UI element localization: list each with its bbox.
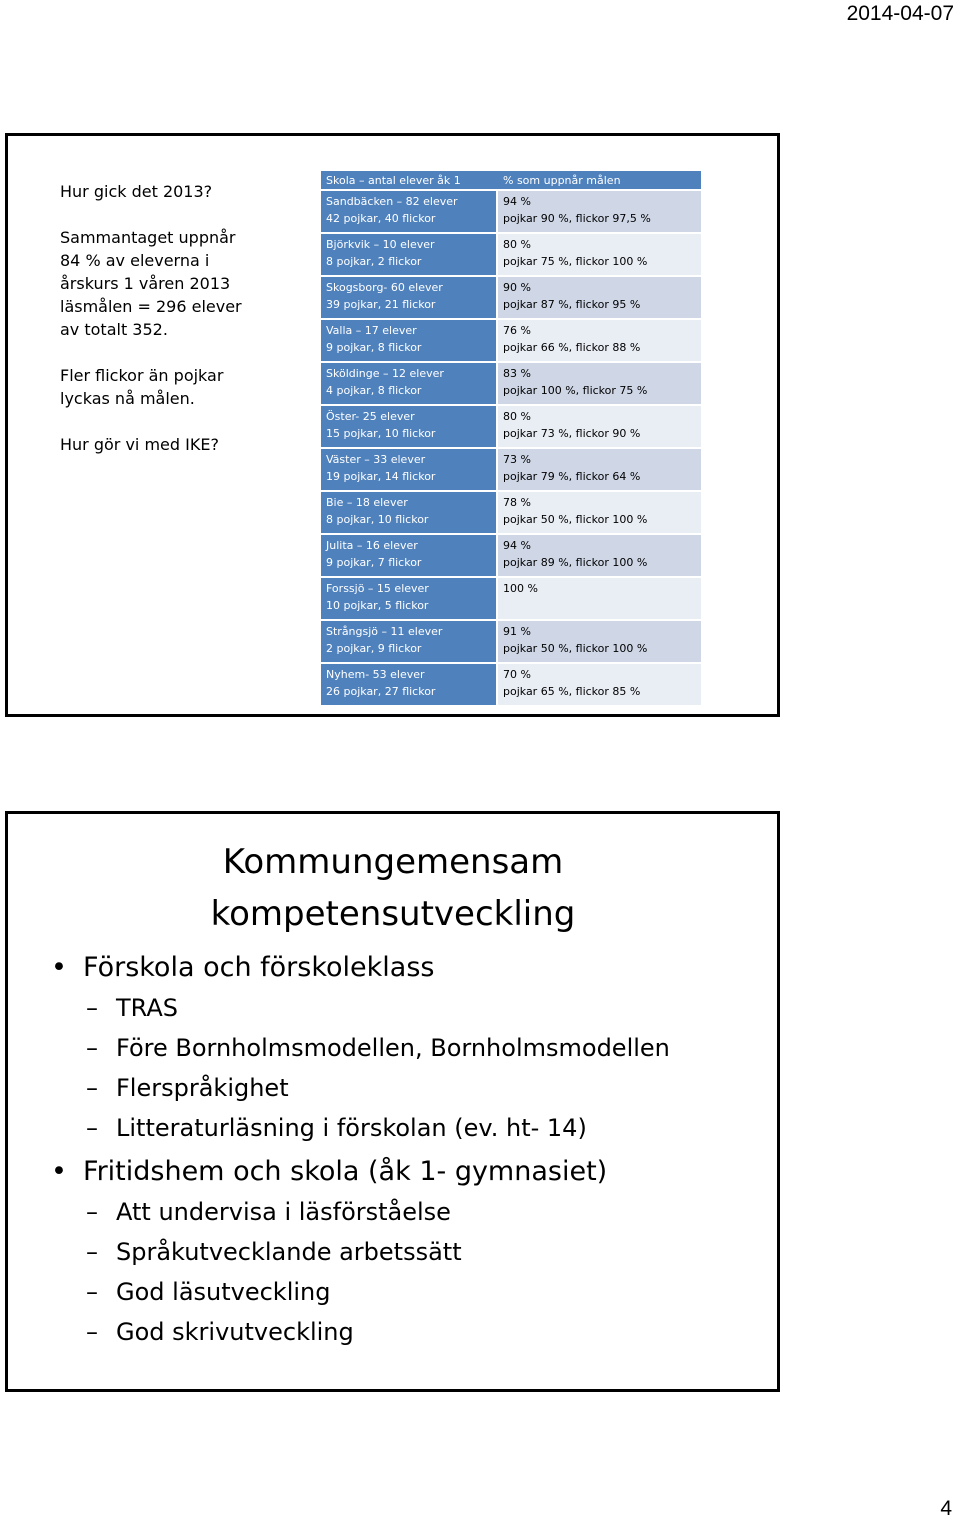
percent-breakdown: pojkar 65 %, flickor 85 % [503, 685, 641, 698]
percent-total: 76 % [503, 324, 531, 337]
school-breakdown: 26 pojkar, 27 flickor [326, 685, 436, 698]
percent-cell [498, 535, 701, 578]
page-number: 4 [940, 1497, 952, 1520]
table-row [321, 277, 701, 320]
school-cell [321, 363, 498, 406]
school-breakdown: 19 pojkar, 14 flickor [326, 470, 436, 483]
school-cell [321, 535, 498, 578]
table-row [321, 449, 701, 492]
percent-total: 90 % [503, 281, 531, 294]
school-cell [321, 449, 498, 492]
table-row [321, 320, 701, 363]
percent-cell [498, 406, 701, 449]
table-row [321, 578, 701, 621]
percent-total: 83 % [503, 367, 531, 380]
school-breakdown: 15 pojkar, 10 flickor [326, 427, 436, 440]
percent-breakdown: pojkar 79 %, flickor 64 % [503, 470, 641, 483]
percent-total: 91 % [503, 625, 531, 638]
table-row [321, 363, 701, 406]
question-paragraph: Hur gör vi med IKE? [60, 435, 219, 454]
school-breakdown: 42 pojkar, 40 flickor [326, 212, 436, 225]
school-breakdown: 10 pojkar, 5 flickor [326, 599, 429, 612]
percent-cell [498, 664, 701, 707]
school-breakdown: 39 pojkar, 21 flickor [326, 298, 436, 311]
percent-cell [498, 492, 701, 535]
sub-bullet-item: – God skrivutveckling [51, 1312, 670, 1352]
summary-paragraph: Sammantaget uppnår 84 % av eleverna i årskurs 1 våren 2013 läsmålen = 296 elever av totalt 352. [60, 228, 242, 339]
school-name: Strångsjö – 11 elever [326, 625, 443, 638]
school-cell [321, 406, 498, 449]
percent-breakdown: pojkar 73 %, flickor 90 % [503, 427, 641, 440]
slide-competence-development [5, 811, 780, 1392]
table-row [321, 191, 701, 234]
sub-bullet-item: – TRAS [51, 988, 670, 1028]
percent-cell [498, 449, 701, 492]
percent-total: 78 % [503, 496, 531, 509]
school-name: Väster – 33 elever [326, 453, 426, 466]
school-cell [321, 320, 498, 363]
sub-bullet-item: – Före Bornholmsmodellen, Bornholmsmodellen [51, 1028, 670, 1068]
percent-total: 80 % [503, 238, 531, 251]
sub-bullet-item: – God läsutveckling [51, 1272, 670, 1312]
percent-breakdown: pojkar 50 %, flickor 100 % [503, 642, 648, 655]
school-cell [321, 621, 498, 664]
table-row [321, 621, 701, 664]
results-table [321, 171, 701, 707]
page-date: 2014-04-07 [846, 2, 954, 25]
percent-total: 94 % [503, 195, 531, 208]
slide-title [8, 836, 778, 940]
percent-breakdown: pojkar 89 %, flickor 100 % [503, 556, 648, 569]
percent-cell [498, 191, 701, 234]
title-line-1: Kommungemensam [222, 842, 564, 882]
school-name: Julita – 16 elever [326, 539, 418, 552]
percent-total: 80 % [503, 410, 531, 423]
percent-cell [498, 234, 701, 277]
header-school: Skola – antal elever åk 1 [321, 171, 498, 191]
table-row [321, 664, 701, 707]
school-cell [321, 191, 498, 234]
table-row [321, 492, 701, 535]
school-breakdown: 4 pojkar, 8 flickor [326, 384, 422, 397]
slide-results-2013 [5, 133, 780, 717]
percent-total: 73 % [503, 453, 531, 466]
school-breakdown: 9 pojkar, 7 flickor [326, 556, 422, 569]
school-breakdown: 2 pojkar, 9 flickor [326, 642, 422, 655]
sub-bullet-item: – Språkutvecklande arbetssätt [51, 1232, 670, 1272]
table-row [321, 535, 701, 578]
sub-bullet-item: – Litteraturläsning i förskolan (ev. ht- 14) [51, 1108, 670, 1148]
school-name: Sköldinge – 12 elever [326, 367, 444, 380]
percent-breakdown: pojkar 100 %, flickor 75 % [503, 384, 648, 397]
school-cell [321, 664, 498, 707]
school-name: Valla – 17 elever [326, 324, 417, 337]
percent-breakdown: pojkar 87 %, flickor 95 % [503, 298, 641, 311]
summary-text [60, 180, 250, 479]
sub-bullet-item: – Flerspråkighet [51, 1068, 670, 1108]
table-row [321, 234, 701, 277]
percent-cell [498, 277, 701, 320]
percent-cell [498, 578, 701, 621]
bullet-list [51, 948, 670, 1352]
school-breakdown: 8 pojkar, 10 flickor [326, 513, 429, 526]
school-name: Björkvik – 10 elever [326, 238, 435, 251]
percent-cell [498, 363, 701, 406]
table-row [321, 406, 701, 449]
school-breakdown: 9 pojkar, 8 flickor [326, 341, 422, 354]
percent-cell [498, 621, 701, 664]
table-header-row [321, 171, 701, 191]
school-cell [321, 578, 498, 621]
header-percent: % som uppnår målen [498, 171, 701, 191]
school-cell [321, 277, 498, 320]
percent-breakdown: pojkar 50 %, flickor 100 % [503, 513, 648, 526]
school-name: Öster- 25 elever [326, 410, 415, 423]
bullet-item: • Fritidshem och skola (åk 1- gymnasiet) [51, 1152, 670, 1192]
school-name: Skogsborg- 60 elever [326, 281, 443, 294]
school-name: Nyhem- 53 elever [326, 668, 425, 681]
percent-total: 70 % [503, 668, 531, 681]
school-name: Bie – 18 elever [326, 496, 408, 509]
school-cell [321, 492, 498, 535]
percent-total: 94 % [503, 539, 531, 552]
percent-total: 100 % [503, 582, 538, 595]
percent-breakdown: pojkar 66 %, flickor 88 % [503, 341, 641, 354]
percent-breakdown: pojkar 75 %, flickor 100 % [503, 255, 648, 268]
school-name: Sandbäcken – 82 elever [326, 195, 458, 208]
school-cell [321, 234, 498, 277]
percent-cell [498, 320, 701, 363]
bullet-item: • Förskola och förskoleklass [51, 948, 670, 988]
percent-breakdown: pojkar 90 %, flickor 97,5 % [503, 212, 651, 225]
school-breakdown: 8 pojkar, 2 flickor [326, 255, 422, 268]
gender-paragraph: Fler flickor än pojkar lyckas nå målen. [60, 366, 224, 408]
title-line-2: kompetensutveckling [210, 894, 576, 934]
sub-bullet-item: – Att undervisa i läsförståelse [51, 1192, 670, 1232]
school-name: Forssjö – 15 elever [326, 582, 429, 595]
slide-heading: Hur gick det 2013? [60, 182, 213, 201]
